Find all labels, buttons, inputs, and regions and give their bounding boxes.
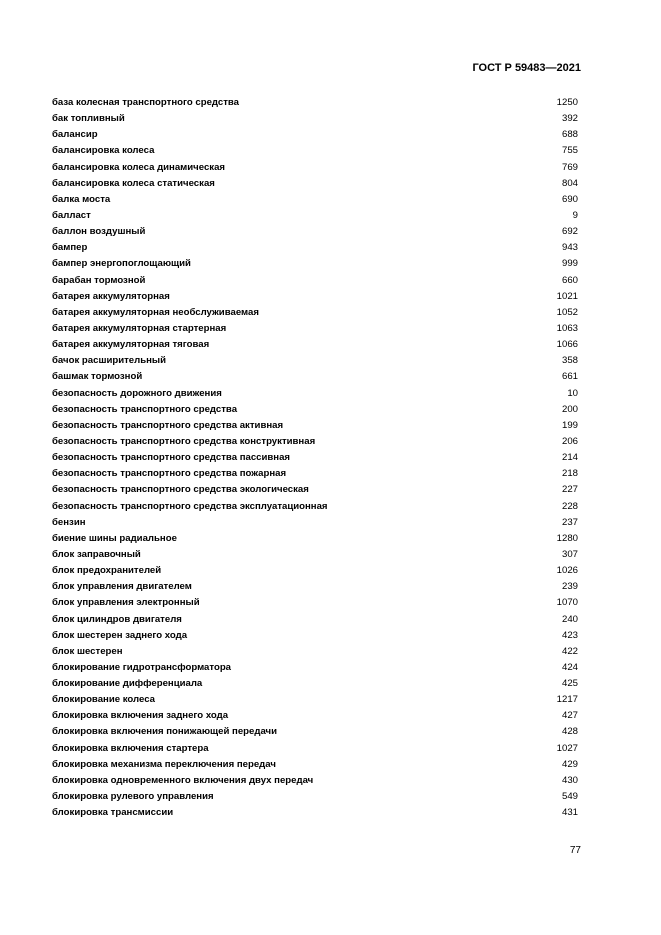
- index-entry: [52, 563, 578, 579]
- index-page-ref: 549: [561, 791, 578, 803]
- index-entry: [52, 724, 578, 740]
- index-page-ref: 427: [561, 710, 578, 722]
- index-term: безопасность транспортного средства активная: [52, 419, 284, 431]
- index-page-ref: 1217: [556, 694, 578, 706]
- index-term: блокировка включения понижающей передачи: [52, 726, 278, 738]
- index-term: безопасность дорожного движения: [52, 387, 222, 399]
- index-term: блок предохранителей: [52, 565, 162, 577]
- index-term: бензин: [52, 516, 86, 528]
- index-entry: [52, 402, 578, 418]
- index-entry: [52, 499, 578, 515]
- page-number: 77: [569, 845, 581, 856]
- index-entry: [52, 612, 578, 628]
- index-page-ref: 10: [567, 387, 578, 399]
- index-term: балка моста: [52, 193, 111, 205]
- index-term: бампер энергопоглощающий: [52, 258, 191, 270]
- index-entry: [52, 160, 578, 176]
- index-page-ref: 206: [561, 435, 578, 447]
- index-page-ref: 1066: [556, 339, 578, 351]
- index-term: бак топливный: [52, 113, 125, 125]
- index-entry: [52, 95, 578, 111]
- index-page-ref: 1070: [556, 597, 578, 609]
- index-entry: [52, 482, 578, 498]
- index-page-ref: 1280: [556, 532, 578, 544]
- index-entry: [52, 676, 578, 692]
- index-term: бачок расширительный: [52, 355, 167, 367]
- index-page-ref: 214: [561, 452, 578, 464]
- index-page-ref: 423: [561, 629, 578, 641]
- index-page-ref: 237: [561, 516, 578, 528]
- index-page-ref: 1026: [556, 565, 578, 577]
- index-term: блок цилиндров двигателя: [52, 613, 182, 625]
- index-page-ref: 424: [561, 661, 578, 673]
- index-entry: [52, 256, 578, 272]
- index-term: батарея аккумуляторная: [52, 290, 170, 302]
- index-term: безопасность транспортного средства пассивная: [52, 452, 291, 464]
- index-page-ref: 307: [561, 548, 578, 560]
- index-entry: [52, 111, 578, 127]
- index-page-ref: 358: [561, 355, 578, 367]
- index-term: база колесная транспортного средства: [52, 97, 240, 108]
- index-page-ref: 943: [561, 242, 578, 254]
- index-page-ref: 239: [561, 581, 578, 593]
- index-entry: [52, 305, 578, 321]
- index-term: баллон воздушный: [52, 226, 146, 238]
- index-page-ref: 431: [561, 807, 578, 819]
- index-term: безопасность транспортного средства пожарная: [52, 468, 287, 480]
- index-term: барабан тормозной: [52, 274, 146, 286]
- index-entry: [52, 805, 578, 821]
- index-entry: [52, 450, 578, 466]
- index-entry: [52, 579, 578, 595]
- index-page-ref: 999: [561, 258, 578, 270]
- index-entry: [52, 531, 578, 547]
- index-term: блок шестерен: [52, 645, 123, 657]
- index-page-ref: 200: [561, 403, 578, 415]
- index-page-ref: 1052: [556, 306, 578, 318]
- index-term: блокировка механизма переключения передач: [52, 758, 276, 770]
- index-entry: [52, 628, 578, 644]
- index-entry: [52, 273, 578, 289]
- index-entry: [52, 741, 578, 757]
- index-page-ref: 227: [561, 484, 578, 496]
- index-page-ref: 199: [561, 419, 578, 431]
- index-entry: [52, 466, 578, 482]
- index-entry: [52, 547, 578, 563]
- index-term: блок шестерен заднего хода: [52, 629, 188, 641]
- index-entry: [52, 143, 578, 159]
- index-term: балансировка колеса: [52, 145, 155, 157]
- index-entry: [52, 595, 578, 611]
- index-entry: [52, 369, 578, 385]
- index-page-ref: 804: [561, 177, 578, 189]
- index-term: батарея аккумуляторная необслуживаемая: [52, 306, 259, 318]
- index-entry: [52, 386, 578, 402]
- index-entry: [52, 353, 578, 369]
- index-term: башмак тормозной: [52, 371, 143, 383]
- index-term: бампер: [52, 242, 88, 254]
- index-entry: [52, 240, 578, 256]
- index-page-ref: 240: [561, 613, 578, 625]
- index-page-ref: 422: [561, 645, 578, 657]
- index-term: балласт: [52, 209, 91, 221]
- index-term: безопасность транспортного средства эксплуатационная: [52, 500, 328, 512]
- index-page-ref: 755: [561, 145, 578, 157]
- index-term: блок управления электронный: [52, 597, 200, 609]
- index-page-ref: 1250: [556, 97, 578, 108]
- index-page-ref: 1027: [556, 742, 578, 754]
- index-entry: [52, 757, 578, 773]
- index-page-ref: 428: [561, 726, 578, 738]
- index-term: балансировка колеса статическая: [52, 177, 215, 189]
- index-term: блокировка трансмиссии: [52, 807, 174, 819]
- index-term: балансировка колеса динамическая: [52, 161, 226, 173]
- index-page-ref: 392: [561, 113, 578, 125]
- index-page-ref: 1063: [556, 322, 578, 334]
- index-entry: [52, 321, 578, 337]
- index-term: безопасность транспортного средства конструктивная: [52, 435, 316, 447]
- index-term: блокировка включения стартера: [52, 742, 209, 754]
- index-entry: [52, 337, 578, 353]
- index-term: батарея аккумуляторная стартерная: [52, 322, 227, 334]
- index-page-ref: 429: [561, 758, 578, 770]
- index-entry: [52, 176, 578, 192]
- document-header: ГОСТ Р 59483—2021: [472, 62, 581, 74]
- index-page-ref: 218: [561, 468, 578, 480]
- index-entry: [52, 224, 578, 240]
- index-page-ref: 692: [561, 226, 578, 238]
- index-term: блокировка включения заднего хода: [52, 710, 229, 722]
- index-entry: [52, 692, 578, 708]
- index-term: блокирование гидротрансформатора: [52, 661, 232, 673]
- index-term: блок заправочный: [52, 548, 141, 560]
- index-term: блокирование колеса: [52, 694, 155, 706]
- index-term: блокировка рулевого управления: [52, 791, 214, 803]
- index-entry: [52, 789, 578, 805]
- index-term: безопасность транспортного средства: [52, 403, 238, 415]
- index-term: батарея аккумуляторная тяговая: [52, 339, 210, 351]
- index-entry: [52, 660, 578, 676]
- index-page-ref: 430: [561, 774, 578, 786]
- index-page-ref: 228: [561, 500, 578, 512]
- index-term: блокирование дифференциала: [52, 678, 203, 690]
- index-entry: [52, 515, 578, 531]
- index-page-ref: 9: [572, 209, 578, 221]
- index-page-ref: 661: [561, 371, 578, 383]
- index-page-ref: 769: [561, 161, 578, 173]
- index-term: блок управления двигателем: [52, 581, 192, 593]
- index-entry: [52, 192, 578, 208]
- index-term: безопасность транспортного средства экологическая: [52, 484, 309, 496]
- index-page-ref: 660: [561, 274, 578, 286]
- index-term: балансир: [52, 129, 98, 141]
- index-page-ref: 425: [561, 678, 578, 690]
- index-entry: [52, 418, 578, 434]
- index-entry: [52, 434, 578, 450]
- index-entry: [52, 773, 578, 789]
- index-entry: [52, 208, 578, 224]
- index-term: биение шины радиальное: [52, 532, 177, 544]
- index-term: блокировка одновременного включения двух передач: [52, 774, 314, 786]
- index-entry: [52, 127, 578, 143]
- index-entry: [52, 708, 578, 724]
- index-page-ref: 1021: [556, 290, 578, 302]
- index-entry: [52, 644, 578, 660]
- term-index-list: [52, 95, 578, 821]
- index-entry: [52, 289, 578, 305]
- index-page-ref: 690: [561, 193, 578, 205]
- index-page-ref: 688: [561, 129, 578, 141]
